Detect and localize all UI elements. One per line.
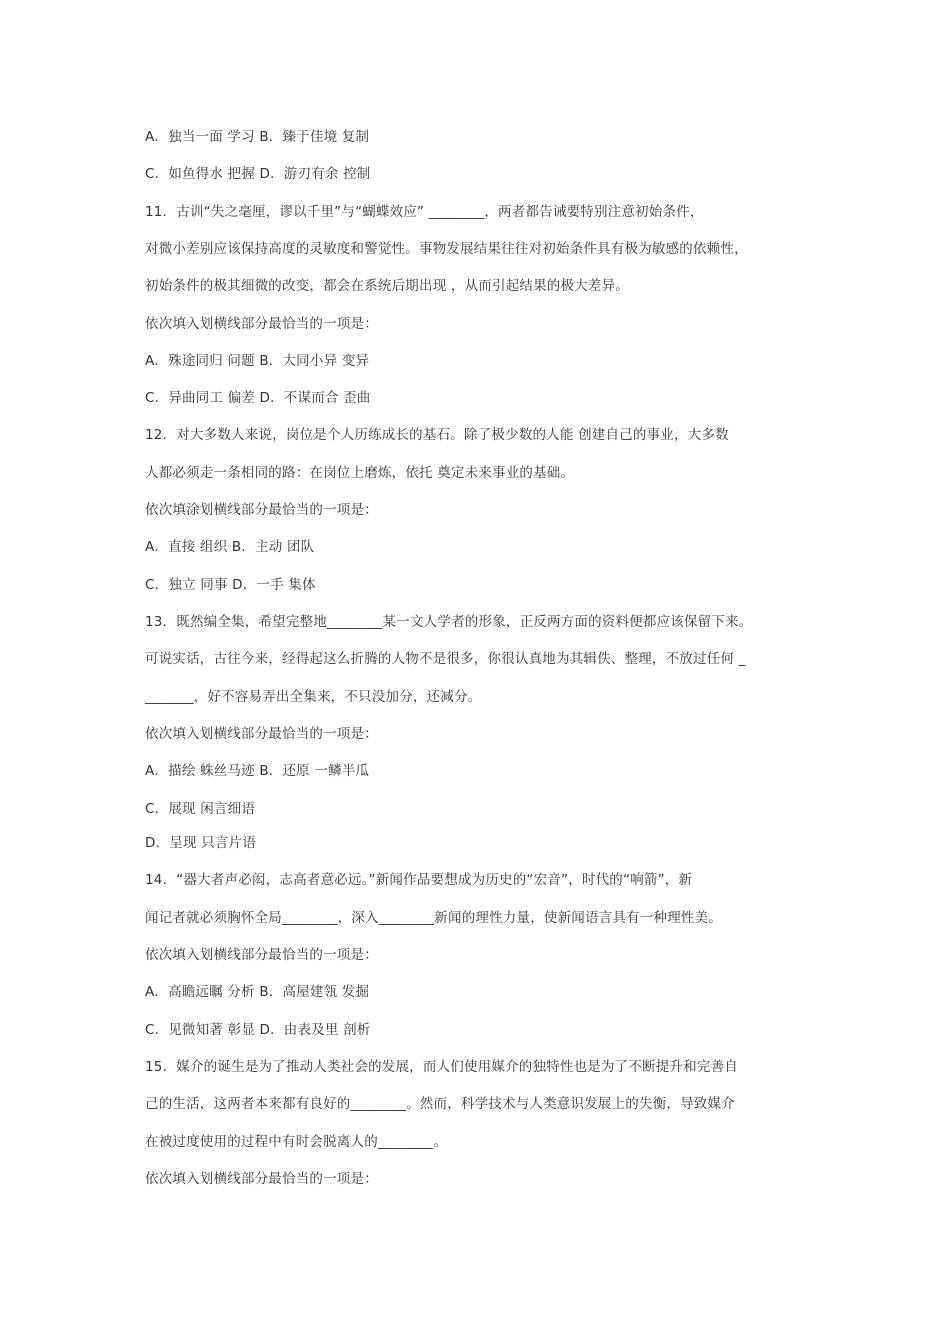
- question-text: _______，好不容易弄出全集来，不只没加分，还减分。: [145, 689, 482, 705]
- option-line: A．直接 组织 B．主动 团队: [145, 539, 315, 555]
- instruction-line: 依次填入划横线部分最恰当的一项是：: [145, 947, 378, 963]
- option-line: C．异曲同工 偏差 D．不谋而合 歪曲: [145, 390, 371, 406]
- option-line: A．高瞻远瞩 分析 B．高屋建瓴 发掘: [145, 984, 370, 1000]
- option-line: C．如鱼得水 把握 D．游刃有余 控制: [145, 166, 371, 182]
- question-text: 11．古训“失之毫厘，谬以千里”与“蝴蝶效应” ________，两者都告诫要特别注意初始条件，: [145, 204, 704, 220]
- question-text: 14．“器大者声必闳，志高者意必远。”新闻作品要想成为历史的“宏音”，时代的“响箭”，新: [145, 872, 693, 888]
- instruction-line: 依次填入划横线部分最恰当的一项是：: [145, 1171, 378, 1187]
- option-line: D．呈现 只言片语: [145, 835, 256, 851]
- option-line: C．见微知著 彰显 D．由表及里 剖析: [145, 1022, 371, 1038]
- question-text: 对微小差别应该保持高度的灵敏度和警觉性。事物发展结果往往对初始条件具有极为敏感的依赖性，: [145, 241, 748, 257]
- option-line: C．展现 闲言细语: [145, 801, 256, 817]
- question-text: 12．对大多数人来说，岗位是个人历练成长的基石。除了极少数的人能 创建自己的事业，大多数: [145, 427, 729, 443]
- instruction-line: 依次填入划横线部分最恰当的一项是：: [145, 316, 378, 332]
- option-line: A．独当一面 学习 B．臻于佳境 复制: [145, 129, 370, 145]
- question-text: 可说实话，古往今来，经得起这么折腾的人物不是很多，你很认真地为其辑佚、整理，不放过任何 _: [145, 651, 746, 667]
- option-line: A．描绘 蛛丝马迹 B．还原 一鳞半瓜: [145, 763, 370, 779]
- option-line: A．殊途同归 问题 B．大同小异 变异: [145, 353, 370, 369]
- option-line: C．独立 同事 D．一手 集体: [145, 577, 316, 593]
- question-text: 己的生活，这两者本来都有良好的________。然而，科学技术与人类意识发展上的失衡，导致媒介: [145, 1096, 735, 1112]
- question-text: 闻记者就必须胸怀全局________，深入________新闻的理性力量，使新闻语言具有一种理性美。: [145, 910, 722, 926]
- question-text: 15．媒介的诞生是为了推动人类社会的发展，而人们使用媒介的独特性也是为了不断提升和完善自: [145, 1059, 738, 1075]
- question-text: 在被过度使用的过程中有时会脱离人的________。: [145, 1134, 448, 1150]
- instruction-line: 依次填涂划横线部分最恰当的一项是：: [145, 502, 378, 518]
- question-text: 13．既然编全集，希望完整地________某一文人学者的形象，正反两方面的资料便都应该保留下来。: [145, 614, 753, 630]
- question-text: 初始条件的极其细微的改变，都会在系统后期出现 ，从而引起结果的极大差异。: [145, 278, 629, 294]
- question-text: 人都必须走一条相同的路：在岗位上磨炼，依托 奠定未来事业的基础。: [145, 465, 575, 481]
- instruction-line: 依次填入划横线部分最恰当的一项是：: [145, 726, 378, 742]
